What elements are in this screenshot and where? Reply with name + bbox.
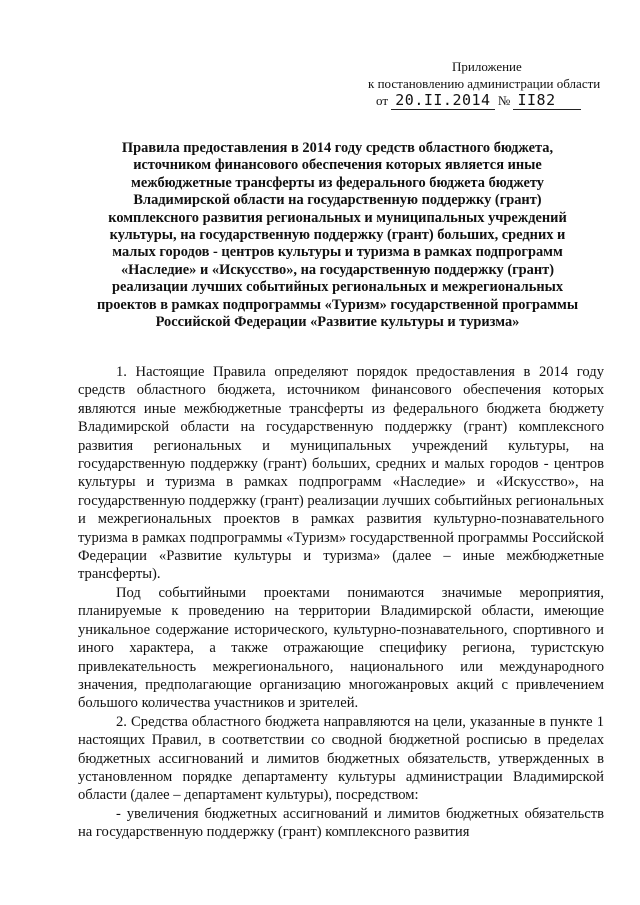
date-prefix: от — [376, 93, 389, 108]
title-line: комплексного развития региональных и муниципальных учреждений — [108, 209, 567, 226]
decree-date: 20.II.2014 — [391, 92, 494, 110]
title-line: Владимирской области на государственную поддержку (грант) — [133, 192, 542, 209]
title-line: «Наследие» и «Искусство», на государственную поддержку (грант) — [120, 261, 555, 278]
number-prefix: № — [497, 93, 511, 108]
title-line: Российской Федерации «Развитие культуры и туризма» — [155, 314, 520, 331]
title-line: культуры, на государственную поддержку (грант) больших, средних и — [109, 227, 566, 244]
title-line: межбюджетные трансферты из федерального бюджета бюджету — [131, 174, 544, 191]
paragraph-2: 2. Средства областного бюджета направляются на цели, указанные в пункте 1 настоящих Правил, в соответствии со сводной бюджетной росписью в пределах бюджетных ассигнований и лимитов бюджетных обязательств, утвержденных в установленном порядке департаменту культуры администрации Владимирской области (далее – департамент культуры), посредством: — [78, 713, 604, 804]
paragraph-1: 1. Настоящие Правила определяют порядок предоставления в 2014 году средств областного бюджета, источником финансового обеспечения которых являются иные межбюджетные трансферты из федерального бюджета бюджету Владимирской области на государственную поддержку (грант) комплексного развития региональных и муниципальных учреждений культуры, на государственную поддержку (грант) больших, средних и малых городов - центров культуры и туризма в рамках подпрограмм «Наследие» и «Искусство», на государственную поддержку (грант) реализации лучших событийных региональных и межрегиональных проектов в рамках развития культурно-познавательного туризма в рамках подпрограммы «Туризм» государственной программы Российской Федерации «Развитие культуры и туризма» (далее – иные межбюджетные трансферты). — [78, 364, 604, 583]
decree-number: II82 — [513, 92, 581, 110]
paragraph-events-definition: Под событийными проектами понимаются значимые мероприятия, планируемые к проведению на территории Владимирской области, имеющие уникальное содержание исторического, культурно-познавательного, спортивного и иного характера, а также отражающие специфику региона, туристскую привлекательность межрегионального, национального или международного значения, предполагающие организацию многожанровых акций с привлечением большого количества участников и зрителей. — [78, 584, 604, 712]
appendix-header — [362, 58, 622, 110]
document-body — [78, 363, 604, 842]
title-line: проектов в рамках подпрограммы «Туризм» государственной программы — [96, 296, 579, 313]
appendix-label: Приложение — [452, 59, 522, 74]
paragraph-bullet-1: - увеличения бюджетных ассигнований и лимитов бюджетных обязательств на государственную поддержку (грант) комплексного развития — [78, 805, 604, 841]
appendix-reference: к постановлению администрации области — [368, 76, 601, 91]
decree-date-number — [362, 92, 622, 110]
title-line: Правила предоставления в 2014 году средств областного бюджета, — [121, 140, 554, 156]
document-title — [70, 140, 605, 331]
title-line: источником финансового обеспечения которых является иные — [133, 157, 542, 174]
title-line: малых городов - центров культуры и туризма в рамках подпрограмм — [112, 244, 563, 261]
title-line: реализации лучших событийных региональных и межрегиональных — [111, 279, 564, 296]
